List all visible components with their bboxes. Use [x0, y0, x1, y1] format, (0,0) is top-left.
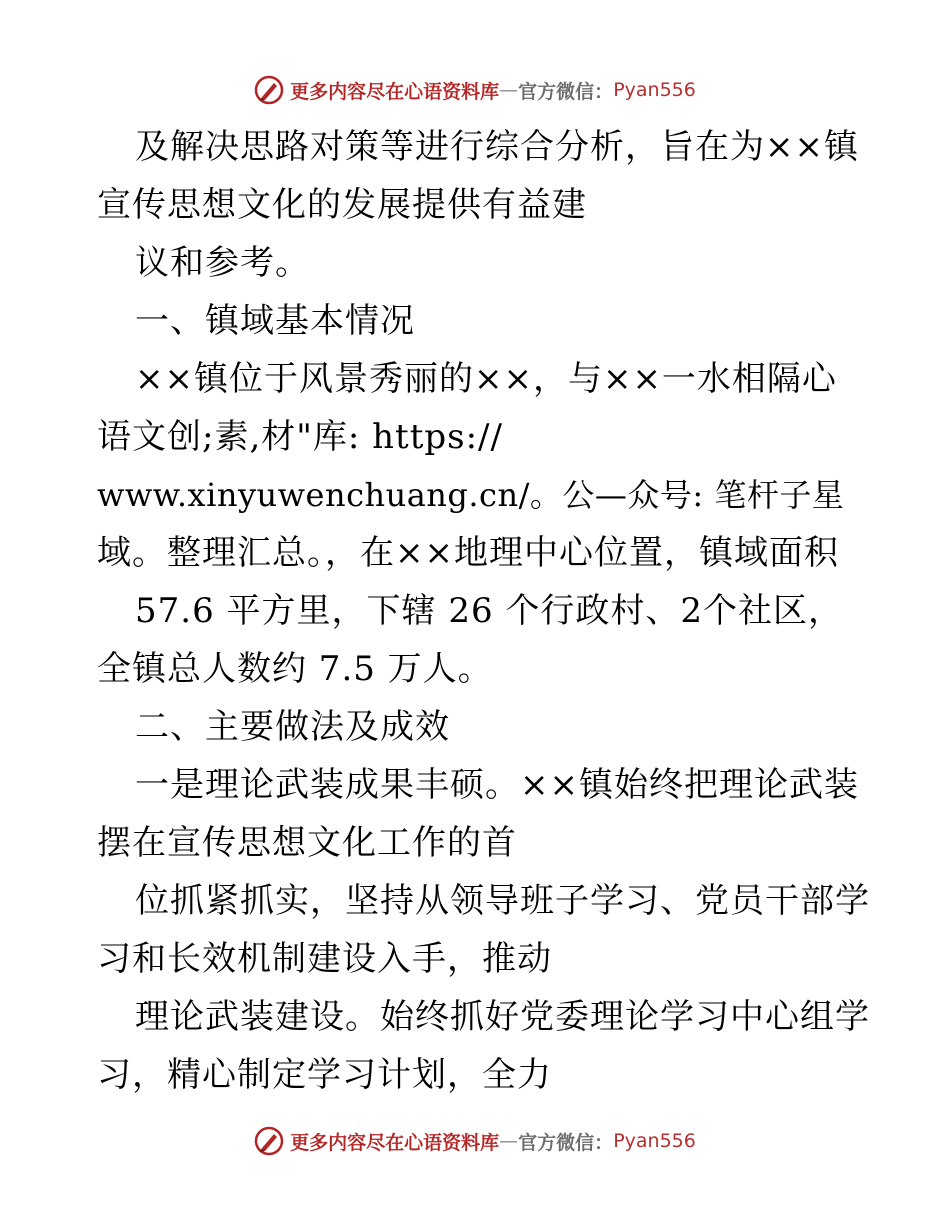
body-line: 摆在宣传思想文化工作的首 — [97, 823, 517, 863]
body-line: 位抓紧抓实，坚持从领导班子学习、党员干部学 — [135, 881, 870, 921]
body-line: 57.6 平方里，下辖 26 个行政村、2个社区， — [135, 591, 844, 631]
section-heading: 一、镇域基本情况 — [135, 301, 415, 341]
banner-main-text: 更多内容尽在心语资料库 — [290, 1131, 500, 1154]
document-body — [97, 118, 870, 1104]
body-line: 语文创;素,材"库: https:// — [97, 417, 503, 457]
banner-separator: — — [499, 79, 519, 101]
body-line: 习和长效机制建设入手，推动 — [97, 939, 552, 979]
banner-wechat-id: Pyan556 — [613, 79, 696, 101]
pen-logo-icon — [254, 1126, 284, 1156]
section-heading: 二、主要做法及成效 — [135, 707, 450, 747]
body-line: 习，精心制定学习计划，全力 — [97, 1055, 552, 1095]
banner-wechat-label: 官方微信： — [518, 1131, 614, 1154]
body-line: 全镇总人数约 7.5 万人。 — [97, 649, 493, 689]
header-banner — [0, 70, 950, 110]
body-line: www.xinyuwenchuang.cn/。公—众号: 笔杆子星 — [97, 476, 845, 514]
body-line: 域。整理汇总。，在××地理中心位置，镇域面积 — [97, 533, 839, 573]
banner-separator: — — [499, 1130, 519, 1152]
body-line: 宣传思想文化的发展提供有益建 — [97, 185, 587, 225]
footer-banner — [0, 1121, 950, 1161]
body-line: 议和参考。 — [135, 243, 310, 283]
banner-main-text: 更多内容尽在心语资料库 — [290, 80, 500, 103]
banner-wechat-label: 官方微信： — [518, 80, 614, 103]
pen-logo-icon — [254, 75, 284, 105]
body-line: ××镇位于风景秀丽的××，与××一水相隔心 — [135, 359, 837, 399]
body-line: 理论武装建设。始终抓好党委理论学习中心组学 — [135, 997, 870, 1037]
banner-wechat-id: Pyan556 — [613, 1130, 696, 1152]
body-line: 一是理论武装成果丰硕。××镇始终把理论武装 — [135, 765, 859, 805]
body-line: 及解决思路对策等进行综合分析，旨在为××镇 — [135, 127, 859, 167]
